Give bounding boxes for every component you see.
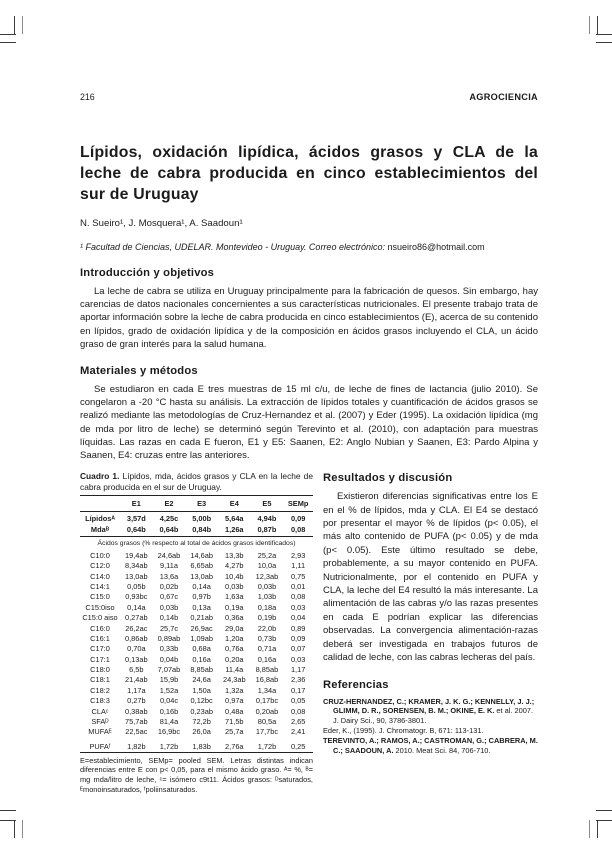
table-cell: 0,14b bbox=[159, 613, 179, 623]
table-caption-text: Lípidos, mda, ácidos grasos y CLA en la leche de cabra producida en el sur de Uruguay. bbox=[80, 471, 314, 493]
crop-mark-top-right bbox=[597, 16, 598, 34]
table-cell: 13,3b bbox=[225, 550, 244, 560]
row-label: C18:3 bbox=[90, 696, 110, 706]
table-cell: 0,07 bbox=[290, 644, 306, 654]
table-cell: 26,9ac bbox=[190, 623, 213, 633]
table-cell: 1,20a bbox=[225, 633, 244, 643]
table-row bbox=[80, 654, 313, 664]
table-cell: 0,03 bbox=[290, 602, 306, 612]
table-row bbox=[80, 685, 313, 695]
materiales-paragraph: Se estudiaron en cada E tres muestras de 15 ml c/u, de leche de fines de lactancia (julio 2010). Se congelaron a -20 °C hasta su análisis. La extracción de lípidos totales y cuantificación de ácidos grasos se realizó mediante las metodologías de Cruz-Hernandez et al. (2007) y Eder (1995). La oxidación lipídica (mg de mda por litro de leche) se determinó según Terevinto et al. (2010), con adaptación para muestras líquidas. Las razas en cada E fueron, E1 y E5: Saanen, E2: Anglo Nubian y Saanen, E3: Pardo Alpina y Saanen, E4: cruzas entre las anteriores. bbox=[80, 384, 538, 462]
crop-mark-bottom-left bbox=[14, 820, 15, 838]
left-column bbox=[80, 471, 313, 794]
introduccion-paragraph: La leche de cabra se utiliza en Uruguay principalmente para la fabricación de quesos. Sin embargo, hay carencias de datos nacionales concernientes a sus características nutricionales. El presente trabajo trata de aportar información sobre la leche de cabra producida en cinco establecimientos (E), acerca de su contenido en lípidos, grado de oxidación lipídica y de la composición en ácidos grasos incluyendo el CLA, un ácido graso de gran interés para la salud humana. bbox=[80, 286, 538, 350]
row-label: C14:1 bbox=[90, 582, 110, 592]
row-label: C15:0iso bbox=[85, 602, 115, 612]
table-row bbox=[80, 623, 313, 633]
table-cell: 7,07ab bbox=[157, 665, 181, 675]
crop-mark-top-right bbox=[596, 42, 612, 43]
table-cell: 72,2b bbox=[192, 716, 211, 726]
table-caption-label: Cuadro 1. bbox=[80, 471, 120, 482]
table-cell: 25,7c bbox=[159, 623, 179, 633]
row-label: C14:0 bbox=[90, 571, 110, 581]
row-label: C17:0 bbox=[90, 644, 110, 654]
row-label: C16:0 bbox=[90, 623, 110, 633]
table-cell: 0,73b bbox=[257, 633, 277, 643]
journal-name: AGROCIENCIA bbox=[469, 92, 538, 102]
table-cell: 25,2a bbox=[257, 550, 277, 560]
reference-authors: TEREVINTO, A.; RAMOS, A.; CASTROMAN, G.; CABRERA, M. C.; SAADOUN, A. bbox=[323, 735, 538, 755]
table-cell: 0,93bc bbox=[125, 592, 148, 602]
reference-list bbox=[323, 697, 538, 756]
table-cell: 6,5b bbox=[129, 665, 144, 675]
crop-mark-top-right bbox=[589, 16, 590, 34]
column-header: E3 bbox=[185, 496, 218, 512]
reference-citation: et al. 2007. J. Dairy Sci., 90, 3786-3801. bbox=[333, 706, 533, 726]
table-cell: 0,17 bbox=[290, 685, 306, 695]
crop-mark-top-left bbox=[0, 34, 16, 35]
table-cell: 0,12bc bbox=[190, 696, 213, 706]
row-label: C17:1 bbox=[90, 654, 110, 664]
table-row bbox=[80, 613, 313, 623]
section-heading-resultados: Resultados y discusión bbox=[323, 472, 453, 485]
table-row bbox=[80, 581, 313, 591]
table-row bbox=[80, 512, 313, 524]
table-cell: 0,03b bbox=[257, 582, 277, 592]
table-cell: 8,85ab bbox=[190, 665, 213, 675]
affiliation-text: ¹ Facultad de Ciencias, UDELAR. Montevideo - Uruguay. Correo electrónico: bbox=[80, 242, 388, 252]
table-cell: 0,89ab bbox=[157, 633, 181, 643]
table-row bbox=[80, 524, 313, 536]
table-cell: 0,09 bbox=[290, 633, 306, 643]
row-label: C15:0 bbox=[90, 592, 110, 602]
affiliation bbox=[80, 242, 538, 252]
table-row bbox=[80, 737, 313, 752]
table-row bbox=[80, 592, 313, 602]
table-cell: 0,05b bbox=[127, 582, 146, 592]
table-cell: 0,86ab bbox=[125, 633, 148, 643]
table-cell: 0,21ab bbox=[190, 613, 213, 623]
table-cell: 8,34ab bbox=[125, 561, 148, 571]
table-cell: 24,6ab bbox=[157, 550, 181, 560]
table-cell: 0,16b bbox=[159, 706, 179, 716]
table-cell: 0,48a bbox=[225, 706, 244, 716]
table-cell: 0,75 bbox=[290, 571, 306, 581]
table-cell: 16,9bc bbox=[157, 727, 181, 737]
table-cell: 0,17bc bbox=[255, 696, 279, 706]
table-cell: 0,18a bbox=[257, 602, 277, 612]
table-cell: 1,63a bbox=[225, 592, 244, 602]
table-cell: 1,82b bbox=[127, 742, 146, 752]
table-row bbox=[80, 561, 313, 571]
table-row bbox=[80, 706, 313, 716]
right-column bbox=[323, 471, 538, 794]
page-number: 216 bbox=[80, 92, 95, 102]
table-cell: 75,7ab bbox=[125, 716, 148, 726]
table-cell: 9,11a bbox=[160, 561, 178, 571]
table-cell: 4,25c bbox=[159, 513, 179, 523]
table-cell: 1,17a bbox=[127, 685, 146, 695]
table-cell: 1,26a bbox=[225, 525, 244, 535]
table-cell: 0,67c bbox=[159, 592, 179, 602]
table-row bbox=[80, 550, 313, 560]
table-cell: 0,19a bbox=[225, 602, 244, 612]
table-cell: 0,02b bbox=[159, 582, 179, 592]
table-cell: 0,76a bbox=[225, 644, 244, 654]
table-cell: 0,89 bbox=[290, 623, 306, 633]
table-row bbox=[80, 571, 313, 581]
table-cell: 2,93 bbox=[290, 550, 306, 560]
table-cell: 5,00b bbox=[192, 513, 212, 523]
table-cell: 22,0b bbox=[257, 623, 277, 633]
resultados-paragraph: Existieron diferencias significativas entre los E en el % de lípidos, mda y CLA. El E4 se destacó por presentar el mayor % de lípidos (p< 0.05), el más alto contenido de PUFA (p< 0.05) y de mda (p< 0.05). Este último resultado se debe, probablemente, a su mayor contenido en PUFA. Nutricionalmente, por el contenido en PUFA y CLA, la leche del E4 resultó la más interesante. La alimentación de las cabras y/o las razas presentes en cada E podrían explicar las diferencias observadas. La convergencia alimentación-razas deberá ser investigada en trabajos futuros de calidad de leche, con las cabras lecheras del país. bbox=[323, 491, 538, 664]
table-cell: 2,65 bbox=[290, 716, 306, 726]
table-row bbox=[80, 716, 313, 726]
table-cell: 0,13ab bbox=[125, 654, 148, 664]
table-cell: 0,16a bbox=[192, 654, 211, 664]
row-label: C18:0 bbox=[90, 665, 110, 675]
table-cell: 0,04c bbox=[159, 696, 179, 706]
table-cell: 24,3ab bbox=[222, 675, 246, 685]
crop-mark-bottom-left bbox=[22, 820, 23, 838]
table-cell: 1,52a bbox=[159, 685, 179, 695]
cuadro-1-table bbox=[80, 495, 313, 753]
table-cell: 0,04b bbox=[159, 654, 179, 664]
table-cell: 0,68a bbox=[192, 644, 211, 654]
table-cell: 0,27ab bbox=[125, 613, 148, 623]
reference-citation: 2010. Meat Sci. 84, 706-710. bbox=[393, 745, 491, 755]
table-cell: 13,0ab bbox=[190, 571, 213, 581]
table-cell: 16,8ab bbox=[255, 675, 279, 685]
table-cell: 4,94b bbox=[257, 513, 277, 523]
table-cell: 0,08 bbox=[290, 592, 306, 602]
crop-mark-top-left bbox=[14, 16, 15, 34]
email-address: nsueiro86@hotmail.com bbox=[387, 242, 485, 252]
crop-mark-bottom-right bbox=[596, 820, 612, 821]
table-cell: 3,57d bbox=[126, 513, 146, 523]
table-cell: 1,83b bbox=[192, 742, 211, 752]
row-label: C16:1 bbox=[90, 633, 110, 643]
table-cell: 0,97b bbox=[192, 592, 211, 602]
crop-mark-bottom-right bbox=[597, 820, 598, 838]
table-cell: 0,27b bbox=[127, 696, 146, 706]
table-cell: 19,4ab bbox=[125, 550, 148, 560]
section-heading-materiales: Materiales y métodos bbox=[80, 365, 198, 378]
row-label: PUFAᶠ bbox=[89, 742, 111, 752]
table-cell: 26,0a bbox=[192, 727, 211, 737]
table-cell: 29,0a bbox=[225, 623, 244, 633]
table-cell: 1,50a bbox=[192, 685, 211, 695]
table-cell: 2,36 bbox=[290, 675, 306, 685]
table-cell: 1,72b bbox=[257, 742, 277, 752]
table-cell: 2,76a bbox=[225, 742, 244, 752]
crop-mark-bottom-right bbox=[596, 810, 612, 811]
table-cell: 1,11 bbox=[291, 561, 306, 571]
table-caption bbox=[80, 471, 313, 493]
table-cell: 80,5a bbox=[257, 716, 277, 726]
table-cell: 0,38ab bbox=[125, 706, 148, 716]
row-label: CLAᶜ bbox=[91, 706, 109, 716]
section-heading-introduccion: Introducción y objetivos bbox=[80, 267, 215, 279]
table-cell: 1,34a bbox=[257, 685, 277, 695]
table-row bbox=[80, 675, 313, 685]
table-subheader-row bbox=[80, 536, 313, 550]
crop-mark-bottom-left bbox=[0, 810, 16, 811]
row-label: C12:0 bbox=[90, 561, 110, 571]
table-cell: 0,16a bbox=[257, 654, 277, 664]
table-cell: 10,4b bbox=[225, 571, 244, 581]
table-row bbox=[80, 696, 313, 706]
table-cell: 0,64b bbox=[126, 525, 146, 535]
table-cell: 26,2ac bbox=[125, 623, 148, 633]
table-cell: 0,03b bbox=[225, 582, 244, 592]
table-cell: 1,32a bbox=[225, 685, 244, 695]
table-cell: 0,20a bbox=[225, 654, 244, 664]
crop-mark-top-left bbox=[0, 42, 16, 43]
table-cell: 25,7a bbox=[225, 727, 244, 737]
table-cell: 0,25 bbox=[290, 742, 306, 752]
table-cell: 0,04 bbox=[290, 613, 306, 623]
table-cell: 13,0ab bbox=[125, 571, 148, 581]
table-cell: 0,71a bbox=[257, 644, 277, 654]
reference-citation: Eder, K., (1995). J. Chromatogr. B, 671: 113-131. bbox=[323, 725, 484, 735]
table-cell: 15,9b bbox=[159, 675, 179, 685]
table-subheader: Ácidos grasos (% respecto al total de ácidos grasos identificados) bbox=[80, 536, 313, 550]
page-content bbox=[80, 92, 538, 795]
table-cell: 0,08 bbox=[290, 706, 306, 716]
reference-item bbox=[323, 697, 538, 726]
two-column-region bbox=[80, 471, 538, 794]
column-header: E4 bbox=[218, 496, 251, 512]
row-label: C18:2 bbox=[90, 685, 110, 695]
table-cell: 0,08 bbox=[290, 525, 306, 535]
table-cell: 2,41 bbox=[290, 727, 306, 737]
table-footnote: E=establecimiento, SEMp= pooled SEM. Letras distintas indican diferencias entre E con p< 0,05, para el mismo ácido graso. ᴬ= %, ᴮ= mg mda/litro de leche, ᶜ= isómero c9t11. Ácidos grasos: ᴰsaturados, ᴱmonoinsaturados, ᶠpoliinsaturados. bbox=[80, 755, 313, 794]
table-cell: 12,3ab bbox=[255, 571, 279, 581]
table-cell: 1,03b bbox=[257, 592, 277, 602]
row-label: MUFAᴱ bbox=[88, 727, 112, 737]
table-cell: 21,4ab bbox=[125, 675, 148, 685]
table-cell: 0,05 bbox=[290, 696, 306, 706]
table-cell: 14,6ab bbox=[190, 550, 213, 560]
table-cell: 4,27b bbox=[225, 561, 244, 571]
row-label: C10:0 bbox=[90, 550, 110, 560]
table-cell: 17,7bc bbox=[255, 727, 279, 737]
table-row bbox=[80, 602, 313, 612]
table-cell: 0,84b bbox=[192, 525, 212, 535]
table-cell: 0,23ab bbox=[190, 706, 213, 716]
table-cell: 0,19b bbox=[257, 613, 277, 623]
table-cell: 1,17 bbox=[290, 665, 306, 675]
table-cell: 1,09ab bbox=[190, 633, 213, 643]
article-title: Lípidos, oxidación lipídica, ácidos grasos y CLA de la leche de cabra producida en cinco establecimientos del sur de Uruguay bbox=[80, 144, 538, 203]
table-cell: 81,4a bbox=[159, 716, 179, 726]
table-cell: 0,14a bbox=[192, 582, 211, 592]
table-cell: 0,97a bbox=[225, 696, 244, 706]
reference-item bbox=[323, 726, 538, 736]
column-header: E2 bbox=[153, 496, 186, 512]
reference-authors: CRUZ-HERNANDEZ, C.; KRAMER, J. K. G.; KENNELLY, J. J.; GLIMM, D. R., SORENSEN, B. M.; OKINE, E. K. bbox=[323, 696, 535, 716]
column-header: SEMp bbox=[283, 496, 313, 512]
reference-item bbox=[323, 736, 538, 756]
table-cell: 13,6a bbox=[159, 571, 179, 581]
table-cell: 0,33b bbox=[159, 644, 179, 654]
table-cell: 71,5b bbox=[225, 716, 244, 726]
table-cell: 5,64a bbox=[225, 513, 244, 523]
crop-mark-top-right bbox=[596, 34, 612, 35]
row-label: Lípidosᴬ bbox=[85, 513, 115, 523]
table-cell: 0,87b bbox=[257, 525, 277, 535]
table-cell: 24,6a bbox=[192, 675, 211, 685]
table-cell: 0,01 bbox=[290, 582, 306, 592]
crop-mark-top-left bbox=[22, 16, 23, 34]
table-cell: 22,5ac bbox=[125, 727, 148, 737]
table-row bbox=[80, 644, 313, 654]
table-cell: 8,85ab bbox=[255, 665, 279, 675]
table-cell: 0,70a bbox=[127, 644, 146, 654]
table-cell: 0,03 bbox=[290, 654, 306, 664]
table-cell: 0,64b bbox=[159, 525, 179, 535]
table-cell: 1,72b bbox=[159, 742, 179, 752]
table-cell: 0,20ab bbox=[255, 706, 279, 716]
table-header-row bbox=[80, 496, 313, 512]
table-cell: 10,0a bbox=[257, 561, 277, 571]
table-row bbox=[80, 633, 313, 643]
table-cell: 0,36a bbox=[225, 613, 244, 623]
table-cell: 6,65ab bbox=[190, 561, 213, 571]
row-label: C15:0 aiso bbox=[82, 613, 118, 623]
table-cell: 0,13a bbox=[192, 602, 211, 612]
authors-line: N. Sueiro¹, J. Mosquera¹, A. Saadoun¹ bbox=[80, 218, 243, 229]
row-label: SFAᴰ bbox=[91, 716, 109, 726]
column-header: E1 bbox=[120, 496, 153, 512]
row-label: C18:1 bbox=[90, 675, 110, 685]
table-cell: 0,03b bbox=[159, 602, 179, 612]
row-label-header bbox=[80, 496, 120, 512]
table-cell: 11,4a bbox=[225, 665, 244, 675]
table-row bbox=[80, 727, 313, 737]
table-cell: 0,09 bbox=[290, 513, 306, 523]
crop-mark-bottom-right bbox=[589, 820, 590, 838]
column-header: E5 bbox=[251, 496, 284, 512]
row-label: Mdaᴮ bbox=[90, 525, 110, 535]
table-row bbox=[80, 664, 313, 674]
section-heading-referencias: Referencias bbox=[323, 678, 389, 691]
table-cell: 0,14a bbox=[127, 602, 146, 612]
running-head bbox=[80, 92, 538, 102]
